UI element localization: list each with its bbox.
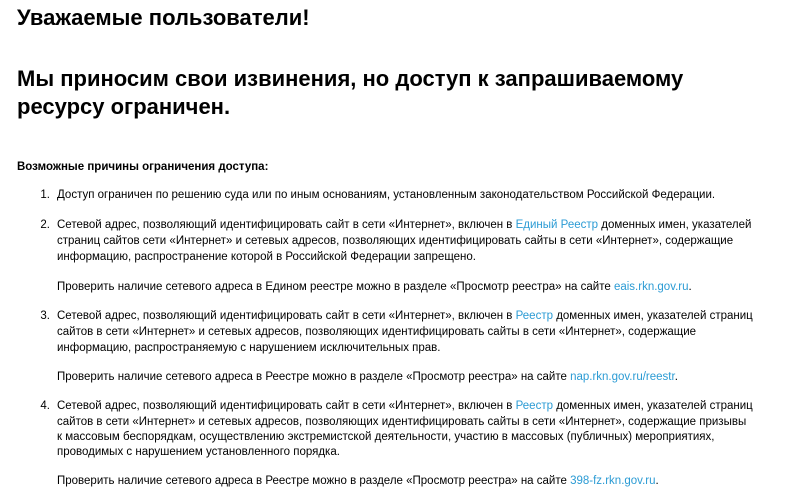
registry-check-text [57, 280, 692, 295]
reason-text-segment: доменных имен, указателей страниц [553, 400, 753, 412]
check-text-segment: . [688, 281, 692, 293]
reason-text-segment: доменных имен, указателей [598, 219, 752, 231]
reason-text-segment: Сетевой адрес, позволяющий идентифицировать сайт в сети «Интернет», включен в [57, 219, 516, 231]
reason-text-line-2: страниц сайтов сети «Интернет» и сетевых адресов, позволяющих идентифицировать сайты в сети «Интернет», содержащие [57, 235, 734, 247]
nap-site-link[interactable]: nap.rkn.gov.ru/reestr [570, 371, 675, 383]
check-text-segment: . [674, 371, 678, 383]
reason-text-line-1 [57, 218, 751, 233]
reason-text: Доступ ограничен по решению суда или по иным основаниям, установленным законодательством Российской Федерации. [57, 189, 716, 201]
reason-number: 1. [40, 189, 50, 201]
reason-text-line-2: сайтов в сети «Интернет» и сетевых адресов, позволяющих идентифицировать сайты в сети «Интернет», содержащие призывы [57, 416, 747, 428]
reason-text-line-2: сайтов в сети «Интернет» и сетевых адресов, позволяющих идентифицировать сайты в сети «Интернет», содержащие [57, 326, 697, 338]
check-text-segment: . [655, 475, 659, 487]
registry-link[interactable]: Реестр [515, 310, 553, 322]
reason-text-line-3: информацию, распространяемую с нарушением исключительных прав. [57, 342, 441, 354]
reason-number: 2. [40, 219, 50, 231]
unified-registry-link[interactable]: Единый Реестр [515, 219, 599, 231]
registry-check-text [57, 474, 659, 489]
reason-text-line-4: проводимых с нарушением установленного порядка. [57, 446, 340, 458]
reason-text-line-3: информацию, распространение которой в Российской Федерации запрещено. [57, 251, 476, 263]
registry-link[interactable]: Реестр [515, 400, 553, 412]
reason-text-line-3: к массовым беспорядкам, осуществлению экстремистской деятельности, участию в массовых (публичных) мероприятиях, [57, 431, 715, 443]
reason-text-line-1 [57, 309, 753, 324]
registry-check-text [57, 370, 678, 385]
reason-text-segment: доменных имен, указателей страниц [553, 310, 753, 322]
398fz-site-link[interactable]: 398-fz.rkn.gov.ru [570, 475, 656, 487]
reason-number: 3. [40, 310, 50, 322]
apology-heading-line-2: ресурсу ограничен. [17, 94, 231, 119]
check-text-segment: Проверить наличие сетевого адреса в Реестре можно в разделе «Просмотр реестра» на сайте [57, 371, 571, 383]
greeting-heading: Уважаемые пользователи! [17, 5, 310, 30]
check-text-segment: Проверить наличие сетевого адреса в Едином реестре можно в разделе «Просмотр реестра» на сайте [57, 281, 614, 293]
reason-text-segment: Сетевой адрес, позволяющий идентифицировать сайт в сети «Интернет», включен в [57, 400, 516, 412]
reason-text-segment: Сетевой адрес, позволяющий идентифицировать сайт в сети «Интернет», включен в [57, 310, 516, 322]
eais-site-link[interactable]: eais.rkn.gov.ru [613, 281, 689, 293]
reasons-heading: Возможные причины ограничения доступа: [17, 161, 269, 173]
check-text-segment: Проверить наличие сетевого адреса в Реестре можно в разделе «Просмотр реестра» на сайте [57, 475, 571, 487]
reason-number: 4. [40, 400, 50, 412]
apology-heading-line-1: Мы приносим свои извинения, но доступ к запрашиваемому [17, 66, 684, 91]
reason-text-line-1 [57, 399, 753, 414]
